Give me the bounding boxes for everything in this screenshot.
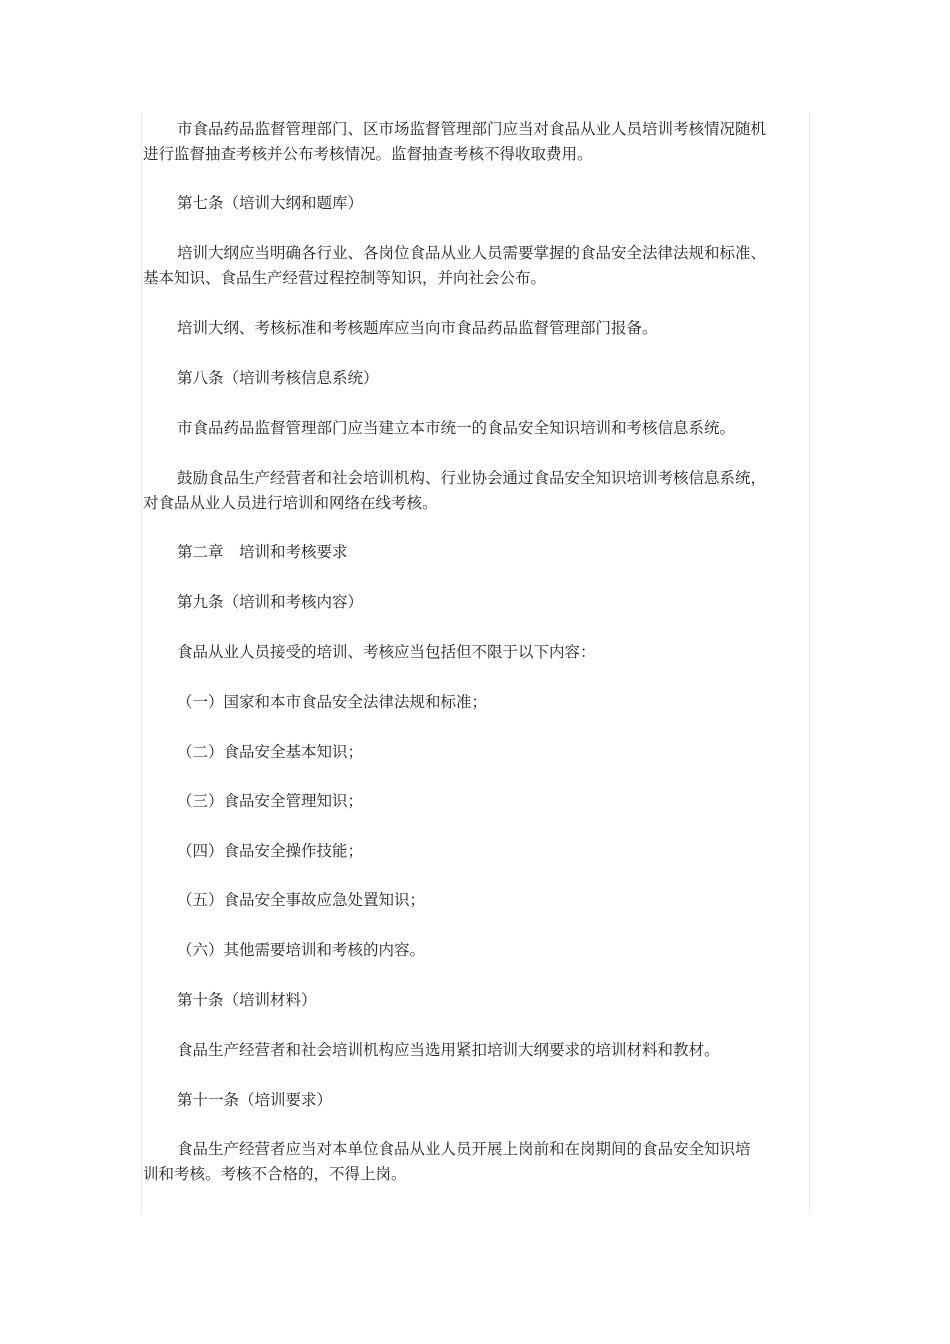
- paragraph-outline-filing: [143, 316, 809, 341]
- list-item-text: （三）食品安全管理知识；: [177, 792, 364, 810]
- list-item: [143, 839, 809, 864]
- heading-text: 第十一条（培训要求）: [177, 1091, 333, 1109]
- heading-text: 第八条（培训考核信息系统）: [177, 369, 379, 387]
- paragraph-supervision-spot-check: [143, 117, 809, 167]
- article-10-heading: [143, 988, 809, 1013]
- paragraph-info-system: [143, 416, 809, 441]
- paragraph-line: 食品从业人员接受的培训、考核应当包括但不限于以下内容：: [177, 643, 596, 661]
- heading-text: 第十条（培训材料）: [177, 991, 317, 1009]
- paragraph-line: 进行监督抽查考核并公布考核情况。监督抽查考核不得收取费用。: [143, 145, 593, 163]
- paragraph-training-requirements: [143, 1137, 809, 1187]
- list-item-text: （六）其他需要培训和考核的内容。: [177, 941, 426, 959]
- list-item: [143, 690, 809, 715]
- list-item-text: （二）食品安全基本知识；: [177, 743, 364, 761]
- list-item-text: （一）国家和本市食品安全法律法规和标准；: [177, 693, 488, 711]
- list-item: [143, 888, 809, 913]
- heading-text: 第二章 培训和考核要求: [177, 543, 348, 561]
- article-9-heading: [143, 590, 809, 615]
- heading-text: 第九条（培训和考核内容）: [177, 593, 364, 611]
- article-8-heading: [143, 366, 809, 391]
- list-item-text: （四）食品安全操作技能；: [177, 842, 364, 860]
- paragraph-line: 训和考核。考核不合格的，不得上岗。: [143, 1165, 407, 1183]
- paragraph-line: 基本知识、食品生产经营过程控制等知识，并向社会公布。: [143, 269, 547, 287]
- paragraph-line: 食品生产经营者和社会培训机构应当选用紧扣培训大纲要求的培训材料和教材。: [177, 1041, 720, 1059]
- paragraph-line: 市食品药品监督管理部门、区市场监督管理部门应当对食品从业人员培训考核情况随机: [177, 120, 767, 138]
- paragraph-content-intro: [143, 640, 809, 665]
- list-item: [143, 740, 809, 765]
- heading-text: 第七条（培训大纲和题库）: [177, 194, 364, 212]
- paragraph-training-outline: [143, 241, 809, 291]
- paragraph-training-materials: [143, 1038, 809, 1063]
- paragraph-line: 培训大纲应当明确各行业、各岗位食品从业人员需要掌握的食品安全法律法规和标准、: [177, 244, 767, 262]
- list-item: [143, 938, 809, 963]
- article-7-heading: [143, 191, 809, 216]
- paragraph-encourage-online: [143, 466, 809, 516]
- list-item: [143, 789, 809, 814]
- chapter-2-heading: [143, 540, 809, 565]
- paragraph-line: 对食品从业人员进行培训和网络在线考核。: [143, 494, 438, 512]
- article-11-heading: [143, 1088, 809, 1113]
- paragraph-line: 食品生产经营者应当对本单位食品从业人员开展上岗前和在岗期间的食品安全知识培: [177, 1140, 751, 1158]
- paragraph-line: 培训大纲、考核标准和考核题库应当向市食品药品监督管理部门报备。: [177, 319, 658, 337]
- paragraph-line: 鼓励食品生产经营者和社会培训机构、行业协会通过食品安全知识培训考核信息系统，: [177, 469, 767, 487]
- list-item-text: （五）食品安全事故应急处置知识；: [177, 891, 426, 909]
- paragraph-line: 市食品药品监督管理部门应当建立本市统一的食品安全知识培训和考核信息系统。: [177, 419, 736, 437]
